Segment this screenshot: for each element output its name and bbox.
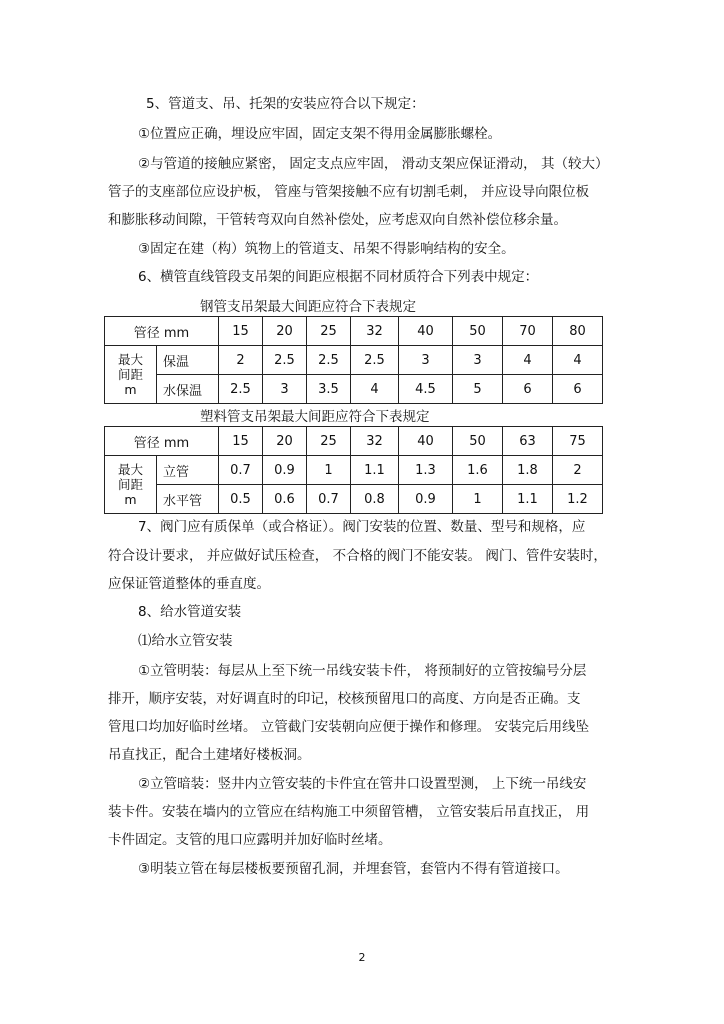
table-cell: 32 bbox=[351, 427, 399, 456]
table-cell: 0.5 bbox=[219, 485, 263, 514]
table-cell: 4 bbox=[553, 346, 603, 375]
table-cell: 50 bbox=[453, 317, 503, 346]
table-row bbox=[105, 346, 603, 375]
table-cell: 1.1 bbox=[351, 456, 399, 485]
section-8-title: 8、给水管道安装 bbox=[138, 604, 242, 620]
section-8-item-1-line-2: 排开，顺序安装，对好调直时的印记，校核预留甩口的高度、方向是否正确。支 bbox=[108, 691, 581, 707]
max-spacing-label bbox=[105, 456, 157, 514]
table-cell: 3 bbox=[453, 346, 503, 375]
table-row bbox=[105, 485, 603, 514]
table-cell: 2.5 bbox=[307, 346, 351, 375]
table-cell: 6 bbox=[503, 375, 553, 404]
table-cell: 4 bbox=[351, 375, 399, 404]
table-cell: 63 bbox=[503, 427, 553, 456]
table-row bbox=[105, 456, 603, 485]
table-cell: 0.9 bbox=[399, 485, 453, 514]
table-cell: 0.7 bbox=[219, 456, 263, 485]
section-8-item-2-line-3: 卡件固定。支管的甩口应露明并加好临时丝堵。 bbox=[108, 832, 392, 848]
section-8-item-1-line-4: 吊直找正，配合土建堵好楼板洞。 bbox=[108, 747, 311, 763]
label-line: 最大 bbox=[117, 352, 143, 367]
table-header-row bbox=[105, 427, 603, 456]
table-cell: 4 bbox=[503, 346, 553, 375]
section-7-line-3: 应保证管道整体的垂直度。 bbox=[108, 576, 270, 592]
steel-spacing-table bbox=[104, 316, 603, 404]
table-cell: 75 bbox=[553, 427, 603, 456]
label-line: 间距 bbox=[117, 477, 143, 492]
table-cell: 3.5 bbox=[307, 375, 351, 404]
row-label: 保温 bbox=[157, 346, 219, 375]
section-8-item-3: ③明装立管在每层楼板要预留孔洞，并埋套管，套管内不得有管道接口。 bbox=[138, 861, 569, 877]
table-cell: 2 bbox=[553, 456, 603, 485]
section-5-item-3: ③固定在建（构）筑物上的管道支、吊架不得影响结构的安全。 bbox=[138, 241, 515, 257]
table-cell: 1 bbox=[453, 485, 503, 514]
diameter-header: 管径 mm bbox=[105, 427, 219, 456]
page-number: 2 bbox=[358, 951, 366, 964]
table-cell: 2.5 bbox=[263, 346, 307, 375]
table-cell: 40 bbox=[399, 317, 453, 346]
table-row bbox=[105, 375, 603, 404]
table-cell: 40 bbox=[399, 427, 453, 456]
table-cell: 2 bbox=[219, 346, 263, 375]
table-cell: 2.5 bbox=[219, 375, 263, 404]
table-cell: 25 bbox=[307, 317, 351, 346]
table-cell: 20 bbox=[263, 317, 307, 346]
table-cell: 50 bbox=[453, 427, 503, 456]
table-cell: 80 bbox=[553, 317, 603, 346]
section-8-item-1-line-1: ①立管明装：每层从上至下统一吊线安装卡件， 将预制好的立管按编号分层 bbox=[138, 663, 587, 679]
section-8-item-2-line-2: 装卡件。安装在墙内的立管应在结构施工中须留管槽， 立管安装后吊直找正， 用 bbox=[108, 804, 590, 820]
table-cell: 1.2 bbox=[553, 485, 603, 514]
max-spacing-label bbox=[105, 346, 157, 404]
section-5-item-2-line-3: 和膨胀移动间隙，干管转弯双向自然补偿处，应考虑双向自然补偿位移余量。 bbox=[108, 212, 567, 228]
table-cell: 0.6 bbox=[263, 485, 307, 514]
table-cell: 1.3 bbox=[399, 456, 453, 485]
table-cell: 25 bbox=[307, 427, 351, 456]
plastic-table-caption: 塑料管支吊架最大间距应符合下表规定 bbox=[200, 409, 430, 425]
section-5-item-2-line-1: ②与管道的接触应紧密， 固定支点应牢固， 滑动支架应保证滑动， 其（较大） bbox=[138, 156, 609, 172]
steel-table-caption: 钢管支吊架最大间距应符合下表规定 bbox=[200, 299, 416, 315]
table-cell: 3 bbox=[263, 375, 307, 404]
table-cell: 0.9 bbox=[263, 456, 307, 485]
table-cell: 0.7 bbox=[307, 485, 351, 514]
section-6-title: 6、横管直线管段支吊架的间距应根据不同材质符合下列表中规定： bbox=[138, 269, 539, 285]
table-cell: 2.5 bbox=[351, 346, 399, 375]
table-header-row bbox=[105, 317, 603, 346]
section-8-item-1-line-3: 管甩口均加好临时丝堵。 立管截门安装朝向应便于操作和修理。 安装完后用线坠 bbox=[108, 719, 590, 735]
table-cell: 5 bbox=[453, 375, 503, 404]
row-label: 水保温 bbox=[157, 375, 219, 404]
section-7-line-1: 7、阀门应有质保单（或合格证）。阀门安装的位置、数量、型号和规格，应 bbox=[138, 519, 586, 535]
table-cell: 0.8 bbox=[351, 485, 399, 514]
label-line: 间距 bbox=[117, 367, 143, 382]
table-cell: 3 bbox=[399, 346, 453, 375]
section-8-subtitle: ⑴给水立管安装 bbox=[138, 633, 233, 649]
table-cell: 32 bbox=[351, 317, 399, 346]
table-cell: 1.6 bbox=[453, 456, 503, 485]
table-cell: 6 bbox=[553, 375, 603, 404]
row-label: 水平管 bbox=[157, 485, 219, 514]
table-cell: 20 bbox=[263, 427, 307, 456]
section-5-item-1: ①位置应正确，埋设应牢固，固定支架不得用金属膨胀螺栓。 bbox=[138, 126, 502, 142]
section-8-item-2-line-1: ②立管暗装：竖井内立管安装的卡件宜在管井口设置型测， 上下统一吊线安 bbox=[138, 776, 587, 792]
table-cell: 1.8 bbox=[503, 456, 553, 485]
row-label: 立管 bbox=[157, 456, 219, 485]
section-5-title: 5、管道支、吊、托架的安装应符合以下规定： bbox=[146, 96, 425, 112]
diameter-header: 管径 mm bbox=[105, 317, 219, 346]
table-cell: 15 bbox=[219, 317, 263, 346]
label-line: m bbox=[124, 492, 137, 507]
plastic-spacing-table bbox=[104, 426, 603, 514]
label-line: 最大 bbox=[117, 462, 143, 477]
table-cell: 4.5 bbox=[399, 375, 453, 404]
section-7-line-2: 符合设计要求， 并应做好试压检查， 不合格的阀门不能安装。 阀门、管件安装时， bbox=[108, 548, 607, 564]
table-cell: 1 bbox=[307, 456, 351, 485]
table-cell: 1.1 bbox=[503, 485, 553, 514]
section-5-item-2-line-2: 管子的支座部位应设护板， 管座与管架接触不应有切割毛刺， 并应设导向限位板 bbox=[108, 184, 590, 200]
table-cell: 70 bbox=[503, 317, 553, 346]
table-cell: 15 bbox=[219, 427, 263, 456]
label-line: m bbox=[124, 382, 137, 397]
